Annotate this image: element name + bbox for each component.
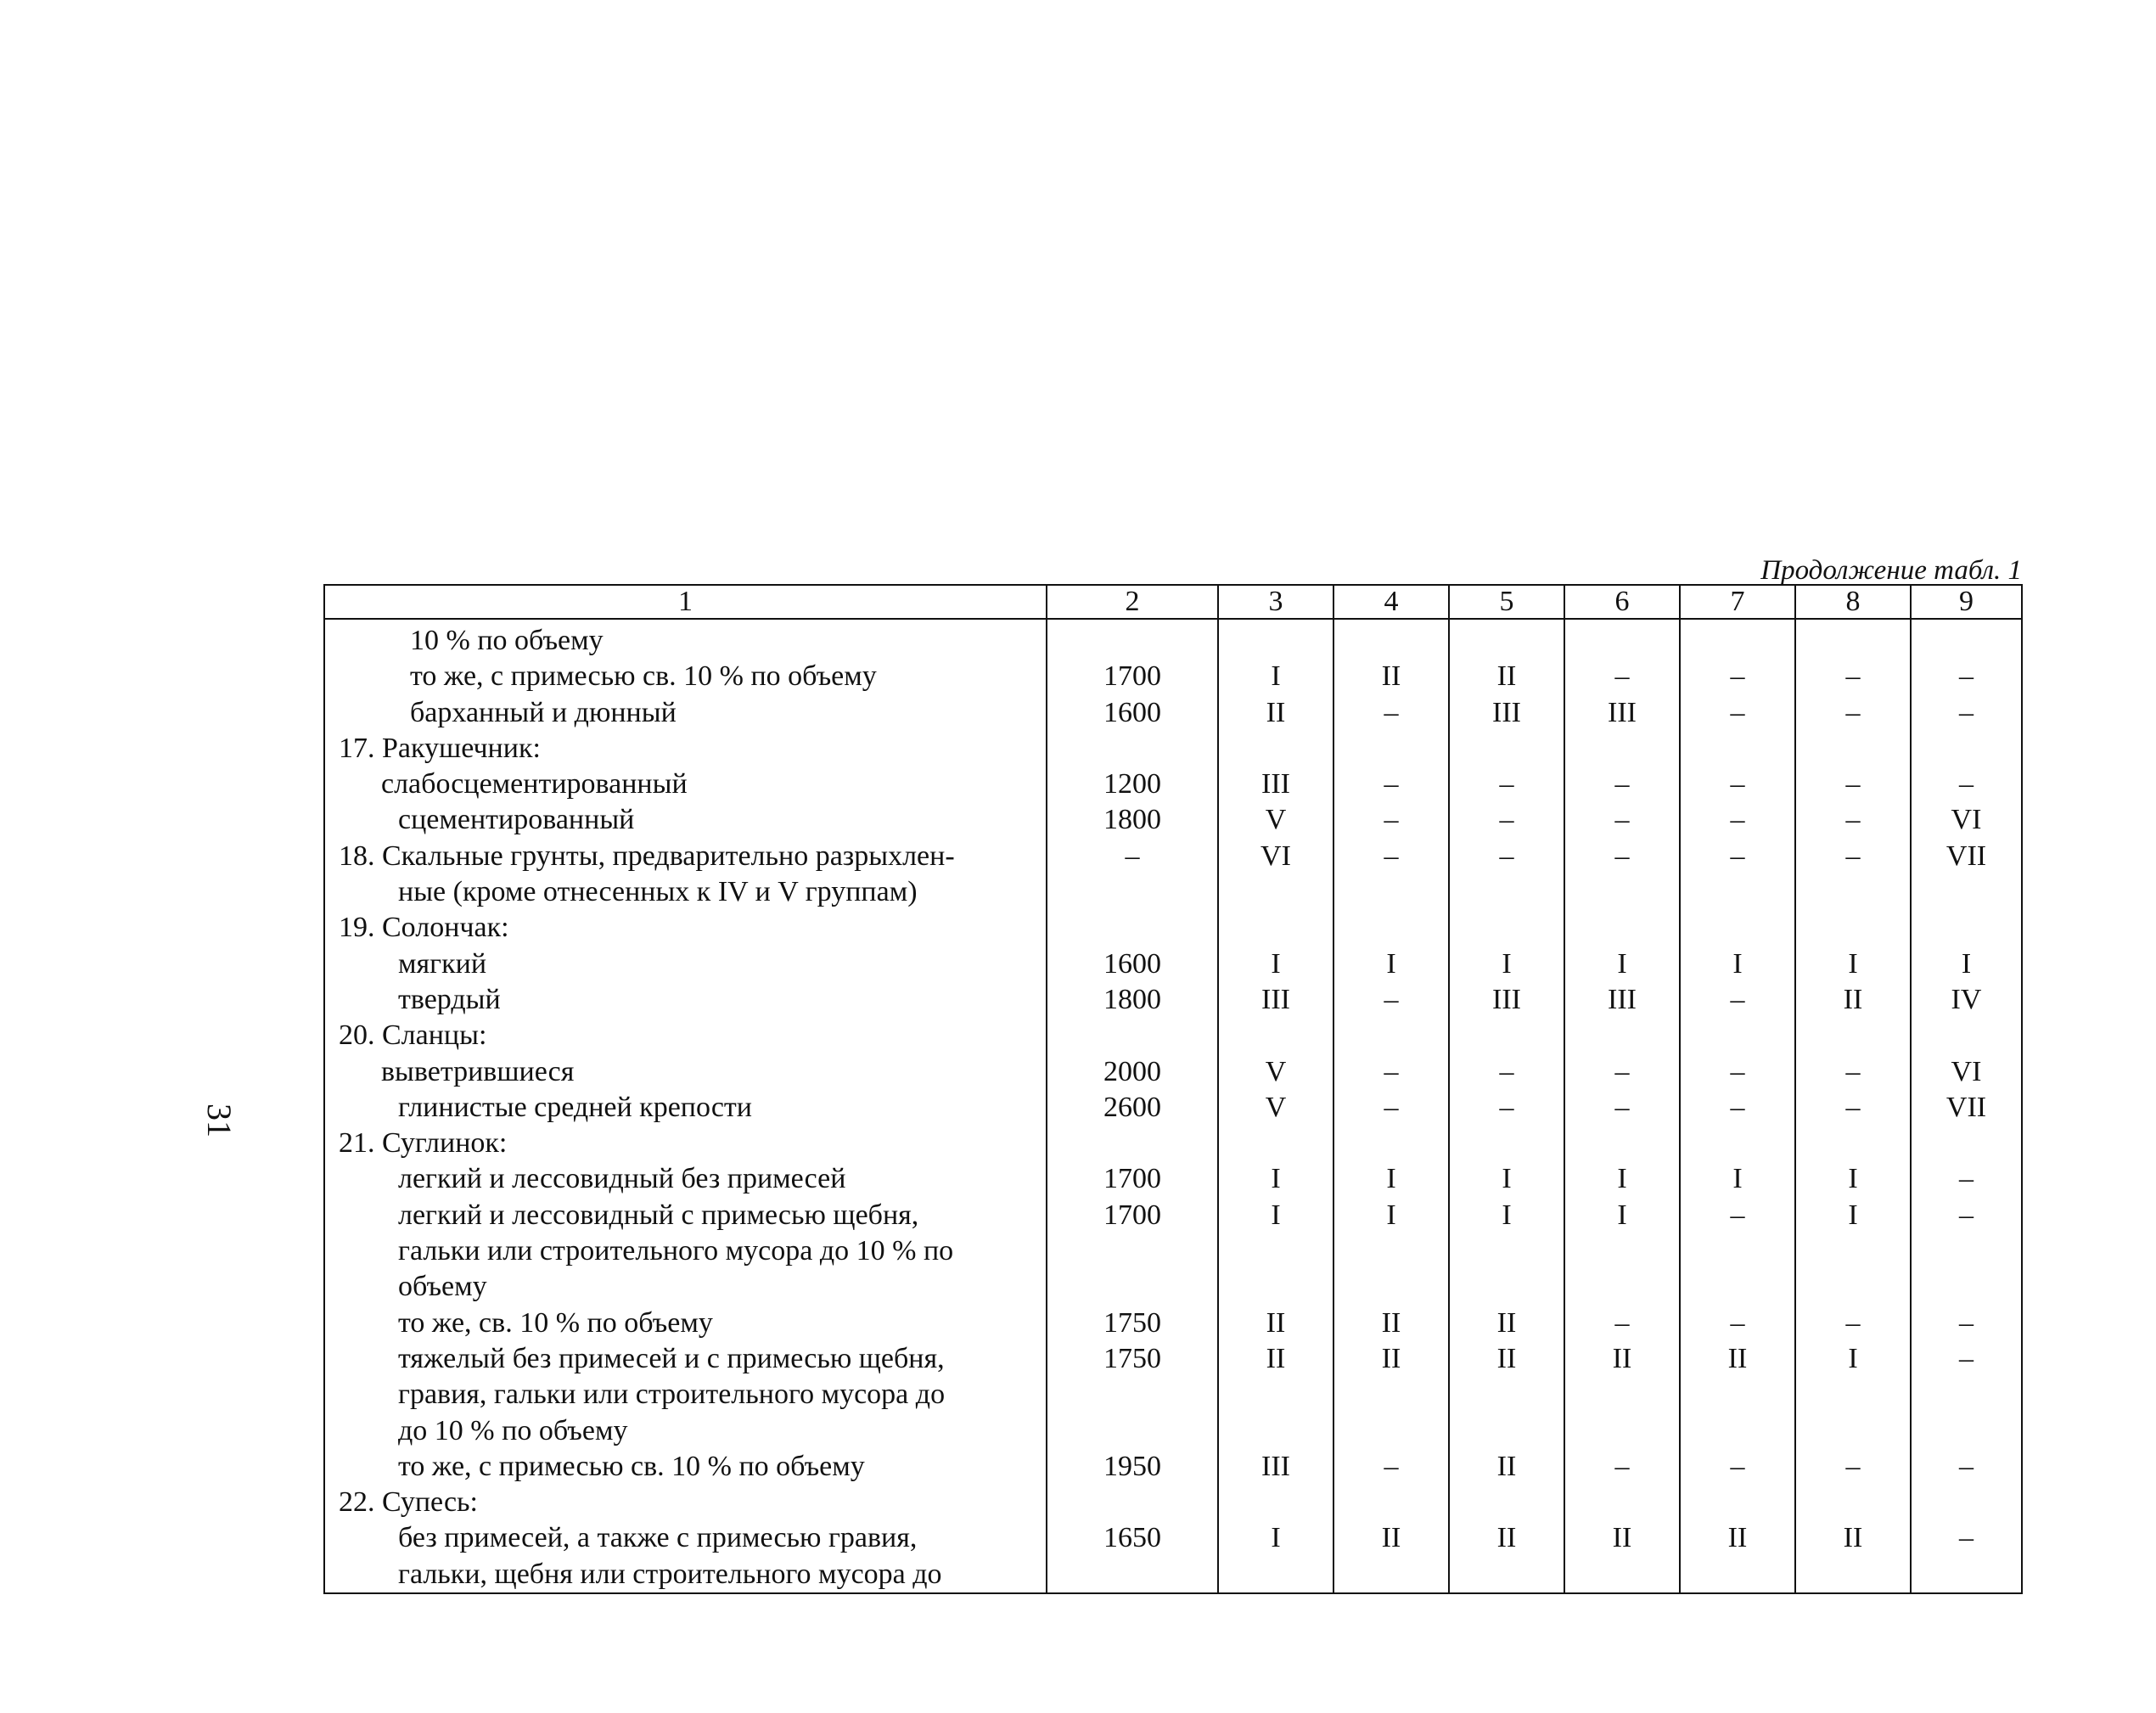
- table-cell: 1700: [1047, 659, 1218, 694]
- table-cell: 1650: [1047, 1520, 1218, 1556]
- table-cell: II: [1449, 1520, 1564, 1556]
- soil-description-cell: сцементированный: [324, 802, 1047, 838]
- table-row: [324, 659, 2022, 694]
- table-cell: II: [1333, 1306, 1449, 1341]
- soil-description-cell: легкий и лессовидный без примесей: [324, 1161, 1047, 1197]
- table-cell: [1795, 874, 1911, 910]
- table-cell: [1564, 619, 1680, 659]
- table-cell: [1564, 1126, 1680, 1161]
- table-cell: V: [1218, 802, 1333, 838]
- soil-description-cell: тяжелый без примесей и с примесью щебня,: [324, 1341, 1047, 1377]
- table-cell: [1449, 1485, 1564, 1520]
- table-cell: [1218, 1233, 1333, 1269]
- soil-description-cell: 22. Супесь:: [324, 1485, 1047, 1520]
- table-cell: II: [1564, 1341, 1680, 1377]
- table-cell: [1680, 1557, 1795, 1593]
- soil-description-cell: то же, с примесью св. 10 % по объему: [324, 659, 1047, 694]
- table-cell: –: [1795, 1054, 1911, 1090]
- table-cell: –: [1911, 1520, 2022, 1556]
- table-cell: VI: [1218, 839, 1333, 874]
- table-cell: –: [1564, 767, 1680, 802]
- table-row: [324, 1449, 2022, 1485]
- table-row: [324, 731, 2022, 767]
- table-cell: [1911, 1018, 2022, 1053]
- table-cell: [1911, 1269, 2022, 1305]
- table-cell: [1449, 1018, 1564, 1053]
- table-cell: [1795, 1269, 1911, 1305]
- table-cell: –: [1564, 1090, 1680, 1126]
- soil-description-cell: выветрившиеся: [324, 1054, 1047, 1090]
- table-cell: –: [1795, 1306, 1911, 1341]
- table-cell: 1700: [1047, 1161, 1218, 1197]
- table-cell: [1218, 910, 1333, 946]
- table-cell: [1218, 1413, 1333, 1449]
- table-cell: –: [1680, 767, 1795, 802]
- soil-description-cell: гальки или строительного мусора до 10 % по: [324, 1233, 1047, 1269]
- table-cell: I: [1333, 1198, 1449, 1233]
- column-header: 7: [1680, 585, 1795, 619]
- table-cell: VII: [1911, 839, 2022, 874]
- table-cell: –: [1047, 839, 1218, 874]
- table-cell: [1449, 1126, 1564, 1161]
- table-row: [324, 982, 2022, 1018]
- table-cell: 2600: [1047, 1090, 1218, 1126]
- table-cell: [1333, 1233, 1449, 1269]
- table-cell: –: [1564, 839, 1680, 874]
- table-cell: –: [1680, 1054, 1795, 1090]
- table-cell: –: [1333, 767, 1449, 802]
- table-cell: [1449, 874, 1564, 910]
- table-cell: [1047, 1126, 1218, 1161]
- table-cell: –: [1564, 659, 1680, 694]
- table-cell: [1680, 1126, 1795, 1161]
- table-cell: III: [1218, 982, 1333, 1018]
- column-header: 3: [1218, 585, 1333, 619]
- table-cell: [1218, 1377, 1333, 1413]
- soil-description-cell: барханный и дюнный: [324, 695, 1047, 731]
- table-row: [324, 1018, 2022, 1053]
- table-cell: I: [1795, 1341, 1911, 1377]
- table-cell: I: [1449, 1161, 1564, 1197]
- table-cell: I: [1333, 946, 1449, 982]
- table-row: [324, 874, 2022, 910]
- column-header: 2: [1047, 585, 1218, 619]
- table-cell: –: [1911, 1306, 2022, 1341]
- table-cell: I: [1218, 1520, 1333, 1556]
- table-cell: I: [1911, 946, 2022, 982]
- soil-description-cell: глинистые средней крепости: [324, 1090, 1047, 1126]
- table-cell: II: [1795, 1520, 1911, 1556]
- soil-description-cell: 21. Суглинок:: [324, 1126, 1047, 1161]
- table-row: [324, 1090, 2022, 1126]
- table-cell: [1047, 910, 1218, 946]
- table-cell: [1047, 1485, 1218, 1520]
- table-cell: [1333, 1126, 1449, 1161]
- column-header: 6: [1564, 585, 1680, 619]
- table-cell: 1800: [1047, 982, 1218, 1018]
- table-cell: II: [1333, 659, 1449, 694]
- table-cell: [1449, 619, 1564, 659]
- table-cell: –: [1333, 1090, 1449, 1126]
- table-row: [324, 1054, 2022, 1090]
- table-cell: [1047, 1269, 1218, 1305]
- table-cell: [1911, 619, 2022, 659]
- table-cell: –: [1449, 1090, 1564, 1126]
- table-cell: II: [1449, 659, 1564, 694]
- table-cell: [1564, 731, 1680, 767]
- table-cell: [1680, 731, 1795, 767]
- table-cell: II: [1680, 1520, 1795, 1556]
- soil-description-cell: мягкий: [324, 946, 1047, 982]
- column-header: 9: [1911, 585, 2022, 619]
- table-cell: –: [1333, 695, 1449, 731]
- soil-classification-table: [323, 584, 2023, 1594]
- table-row: [324, 1520, 2022, 1556]
- table-cell: [1449, 1269, 1564, 1305]
- table-cell: [1795, 1233, 1911, 1269]
- table-cell: VII: [1911, 1090, 2022, 1126]
- table-cell: –: [1680, 982, 1795, 1018]
- soil-description-cell: объему: [324, 1269, 1047, 1305]
- table-cell: [1564, 1233, 1680, 1269]
- table-cell: [1795, 1557, 1911, 1593]
- table-cell: [1047, 1233, 1218, 1269]
- table-cell: 1200: [1047, 767, 1218, 802]
- table-cell: [1449, 731, 1564, 767]
- table-cell: –: [1795, 839, 1911, 874]
- soil-description-cell: твердый: [324, 982, 1047, 1018]
- table-cell: III: [1218, 767, 1333, 802]
- table-cell: [1047, 731, 1218, 767]
- table-cell: –: [1680, 1198, 1795, 1233]
- table-cell: [1911, 1557, 2022, 1593]
- table-cell: –: [1911, 1161, 2022, 1197]
- soil-description-cell: 10 % по объему: [324, 619, 1047, 659]
- column-header: 4: [1333, 585, 1449, 619]
- table-cell: III: [1564, 695, 1680, 731]
- table-cell: I: [1218, 1198, 1333, 1233]
- table-cell: [1680, 1485, 1795, 1520]
- soil-description-cell: гальки, щебня или строительного мусора до: [324, 1557, 1047, 1593]
- table-cell: I: [1680, 946, 1795, 982]
- table-row: [324, 910, 2022, 946]
- column-header: 1: [324, 585, 1047, 619]
- table-cell: [1911, 1413, 2022, 1449]
- table-cell: [1047, 1557, 1218, 1593]
- table-cell: –: [1911, 659, 2022, 694]
- table-cell: [1564, 1377, 1680, 1413]
- table-cell: [1680, 619, 1795, 659]
- table-cell: [1047, 619, 1218, 659]
- table-cell: –: [1680, 1306, 1795, 1341]
- table-cell: [1795, 1018, 1911, 1053]
- table-cell: [1795, 731, 1911, 767]
- table-cell: [1911, 731, 2022, 767]
- table-cell: II: [1680, 1341, 1795, 1377]
- table-cell: –: [1680, 802, 1795, 838]
- table-cell: I: [1449, 1198, 1564, 1233]
- table-cell: –: [1911, 1198, 2022, 1233]
- table-cell: V: [1218, 1054, 1333, 1090]
- table-cell: [1680, 1413, 1795, 1449]
- table-cell: –: [1795, 767, 1911, 802]
- table-cell: [1680, 1233, 1795, 1269]
- table-row: [324, 1485, 2022, 1520]
- soil-description-cell: слабосцементированный: [324, 767, 1047, 802]
- table-cell: 2000: [1047, 1054, 1218, 1090]
- soil-description-cell: до 10 % по объему: [324, 1413, 1047, 1449]
- table-cell: [1333, 731, 1449, 767]
- table-cell: II: [1564, 1520, 1680, 1556]
- table-cell: –: [1333, 1449, 1449, 1485]
- table-cell: –: [1333, 839, 1449, 874]
- table-cell: [1911, 874, 2022, 910]
- table-cell: [1911, 1126, 2022, 1161]
- table-cell: [1449, 1233, 1564, 1269]
- table-cell: [1333, 1413, 1449, 1449]
- table-row: [324, 1341, 2022, 1377]
- table-cell: VI: [1911, 802, 2022, 838]
- table-cell: II: [1218, 695, 1333, 731]
- table-cell: [1911, 1233, 2022, 1269]
- soil-description-cell: то же, с примесью св. 10 % по объему: [324, 1449, 1047, 1485]
- table-cell: [1911, 910, 2022, 946]
- table-cell: –: [1333, 802, 1449, 838]
- table-cell: [1218, 1269, 1333, 1305]
- table-cell: –: [1564, 1306, 1680, 1341]
- soil-description-cell: то же, св. 10 % по объему: [324, 1306, 1047, 1341]
- table-cell: 1600: [1047, 946, 1218, 982]
- table-row: [324, 839, 2022, 874]
- table-row: [324, 1377, 2022, 1413]
- table-cell: –: [1449, 1054, 1564, 1090]
- table-cell: [1564, 874, 1680, 910]
- table-cell: 1750: [1047, 1341, 1218, 1377]
- soil-description-cell: без примесей, а также с примесью гравия,: [324, 1520, 1047, 1556]
- table-cell: III: [1564, 982, 1680, 1018]
- table-cell: –: [1333, 1054, 1449, 1090]
- table-row: [324, 946, 2022, 982]
- table-cell: I: [1333, 1161, 1449, 1197]
- table-cell: [1795, 1413, 1911, 1449]
- table-cell: –: [1911, 767, 2022, 802]
- table-cell: [1047, 874, 1218, 910]
- table-cell: [1047, 1413, 1218, 1449]
- table-cell: 1700: [1047, 1198, 1218, 1233]
- table-cell: –: [1795, 695, 1911, 731]
- table-cell: [1795, 1126, 1911, 1161]
- table-cell: [1333, 1269, 1449, 1305]
- table-cell: 1750: [1047, 1306, 1218, 1341]
- table-cell: [1218, 619, 1333, 659]
- table-cell: [1449, 910, 1564, 946]
- table-cell: [1333, 619, 1449, 659]
- table-cell: [1680, 910, 1795, 946]
- table-cell: [1795, 619, 1911, 659]
- table-cell: –: [1911, 1341, 2022, 1377]
- table-cell: [1333, 1557, 1449, 1593]
- table-cell: VI: [1911, 1054, 2022, 1090]
- table-cell: II: [1333, 1341, 1449, 1377]
- table-cell: V: [1218, 1090, 1333, 1126]
- table-cell: I: [1218, 946, 1333, 982]
- table-cell: II: [1449, 1341, 1564, 1377]
- table-cell: [1680, 1377, 1795, 1413]
- table-cell: [1564, 1269, 1680, 1305]
- table-cell: II: [1218, 1306, 1333, 1341]
- soil-description-cell: гравия, гальки или строительного мусора до: [324, 1377, 1047, 1413]
- table-row: [324, 1557, 2022, 1593]
- table-cell: [1564, 1485, 1680, 1520]
- table-cell: I: [1564, 1161, 1680, 1197]
- table-cell: I: [1218, 1161, 1333, 1197]
- table-cell: III: [1218, 1449, 1333, 1485]
- table-row: [324, 1306, 2022, 1341]
- table-cell: –: [1680, 1090, 1795, 1126]
- table-cell: [1564, 910, 1680, 946]
- table-cell: [1449, 1377, 1564, 1413]
- table-row: [324, 695, 2022, 731]
- table-row: [324, 1126, 2022, 1161]
- table-cell: –: [1795, 802, 1911, 838]
- table-cell: –: [1680, 695, 1795, 731]
- table-cell: [1333, 910, 1449, 946]
- table-cell: II: [1795, 982, 1911, 1018]
- table-cell: [1333, 1377, 1449, 1413]
- table-cell: I: [1564, 1198, 1680, 1233]
- table-row: [324, 1269, 2022, 1305]
- table-cell: [1218, 874, 1333, 910]
- table-cell: –: [1795, 1449, 1911, 1485]
- table-cell: II: [1449, 1306, 1564, 1341]
- table-cell: I: [1680, 1161, 1795, 1197]
- table-cell: I: [1795, 946, 1911, 982]
- table-row: [324, 1233, 2022, 1269]
- table-cell: II: [1218, 1341, 1333, 1377]
- table-cell: II: [1333, 1520, 1449, 1556]
- table-cell: [1911, 1485, 2022, 1520]
- table-cell: [1333, 1485, 1449, 1520]
- table-cell: –: [1564, 1449, 1680, 1485]
- table-row: [324, 1413, 2022, 1449]
- table-cell: [1218, 1018, 1333, 1053]
- table-cell: –: [1564, 802, 1680, 838]
- table-cell: [1218, 1126, 1333, 1161]
- table-cell: III: [1449, 982, 1564, 1018]
- table-cell: [1449, 1557, 1564, 1593]
- table-cell: [1564, 1018, 1680, 1053]
- table-cell: –: [1449, 802, 1564, 838]
- table-cell: II: [1449, 1449, 1564, 1485]
- table-cell: [1218, 731, 1333, 767]
- table-cell: –: [1795, 1090, 1911, 1126]
- table-cell: –: [1564, 1054, 1680, 1090]
- table-cell: –: [1333, 982, 1449, 1018]
- table-cell: –: [1449, 767, 1564, 802]
- table-cell: –: [1449, 839, 1564, 874]
- table-cell: 1950: [1047, 1449, 1218, 1485]
- table-continuation-caption: Продолжение табл. 1: [1760, 555, 2022, 586]
- table-cell: I: [1564, 946, 1680, 982]
- soil-description-cell: 18. Скальные грунты, предварительно разрыхлен-: [324, 839, 1047, 874]
- table-cell: [1047, 1018, 1218, 1053]
- table-cell: [1564, 1413, 1680, 1449]
- table-cell: 1600: [1047, 695, 1218, 731]
- table-body: [324, 619, 2022, 1593]
- table-cell: [1795, 1485, 1911, 1520]
- table-header-row: [324, 585, 2022, 619]
- soil-description-cell: 19. Солончак:: [324, 910, 1047, 946]
- table-row: [324, 802, 2022, 838]
- table-cell: [1047, 1377, 1218, 1413]
- table-cell: [1333, 874, 1449, 910]
- soil-description-cell: ные (кроме отнесенных к IV и V группам): [324, 874, 1047, 910]
- table-cell: I: [1795, 1198, 1911, 1233]
- table-cell: [1680, 1018, 1795, 1053]
- table-cell: [1680, 1269, 1795, 1305]
- table-cell: III: [1449, 695, 1564, 731]
- table-cell: [1218, 1485, 1333, 1520]
- table-cell: I: [1449, 946, 1564, 982]
- table-cell: IV: [1911, 982, 2022, 1018]
- column-header: 5: [1449, 585, 1564, 619]
- table-cell: –: [1680, 1449, 1795, 1485]
- soil-description-cell: 20. Сланцы:: [324, 1018, 1047, 1053]
- table-cell: –: [1680, 839, 1795, 874]
- table-cell: –: [1795, 659, 1911, 694]
- page-number: 31: [200, 1104, 239, 1137]
- table-cell: [1449, 1413, 1564, 1449]
- table-cell: 1800: [1047, 802, 1218, 838]
- table-cell: [1795, 910, 1911, 946]
- table-row: [324, 767, 2022, 802]
- table-cell: I: [1795, 1161, 1911, 1197]
- soil-description-cell: 17. Ракушечник:: [324, 731, 1047, 767]
- table-cell: [1795, 1377, 1911, 1413]
- table-cell: –: [1911, 695, 2022, 731]
- table-cell: [1564, 1557, 1680, 1593]
- soil-description-cell: легкий и лессовидный с примесью щебня,: [324, 1198, 1047, 1233]
- table-row: [324, 1198, 2022, 1233]
- table-row: [324, 1161, 2022, 1197]
- table-cell: –: [1911, 1449, 2022, 1485]
- column-header: 8: [1795, 585, 1911, 619]
- table-cell: I: [1218, 659, 1333, 694]
- table-cell: [1218, 1557, 1333, 1593]
- table-cell: [1680, 874, 1795, 910]
- table-row: [324, 619, 2022, 659]
- table-cell: [1911, 1377, 2022, 1413]
- table-cell: [1333, 1018, 1449, 1053]
- table-cell: –: [1680, 659, 1795, 694]
